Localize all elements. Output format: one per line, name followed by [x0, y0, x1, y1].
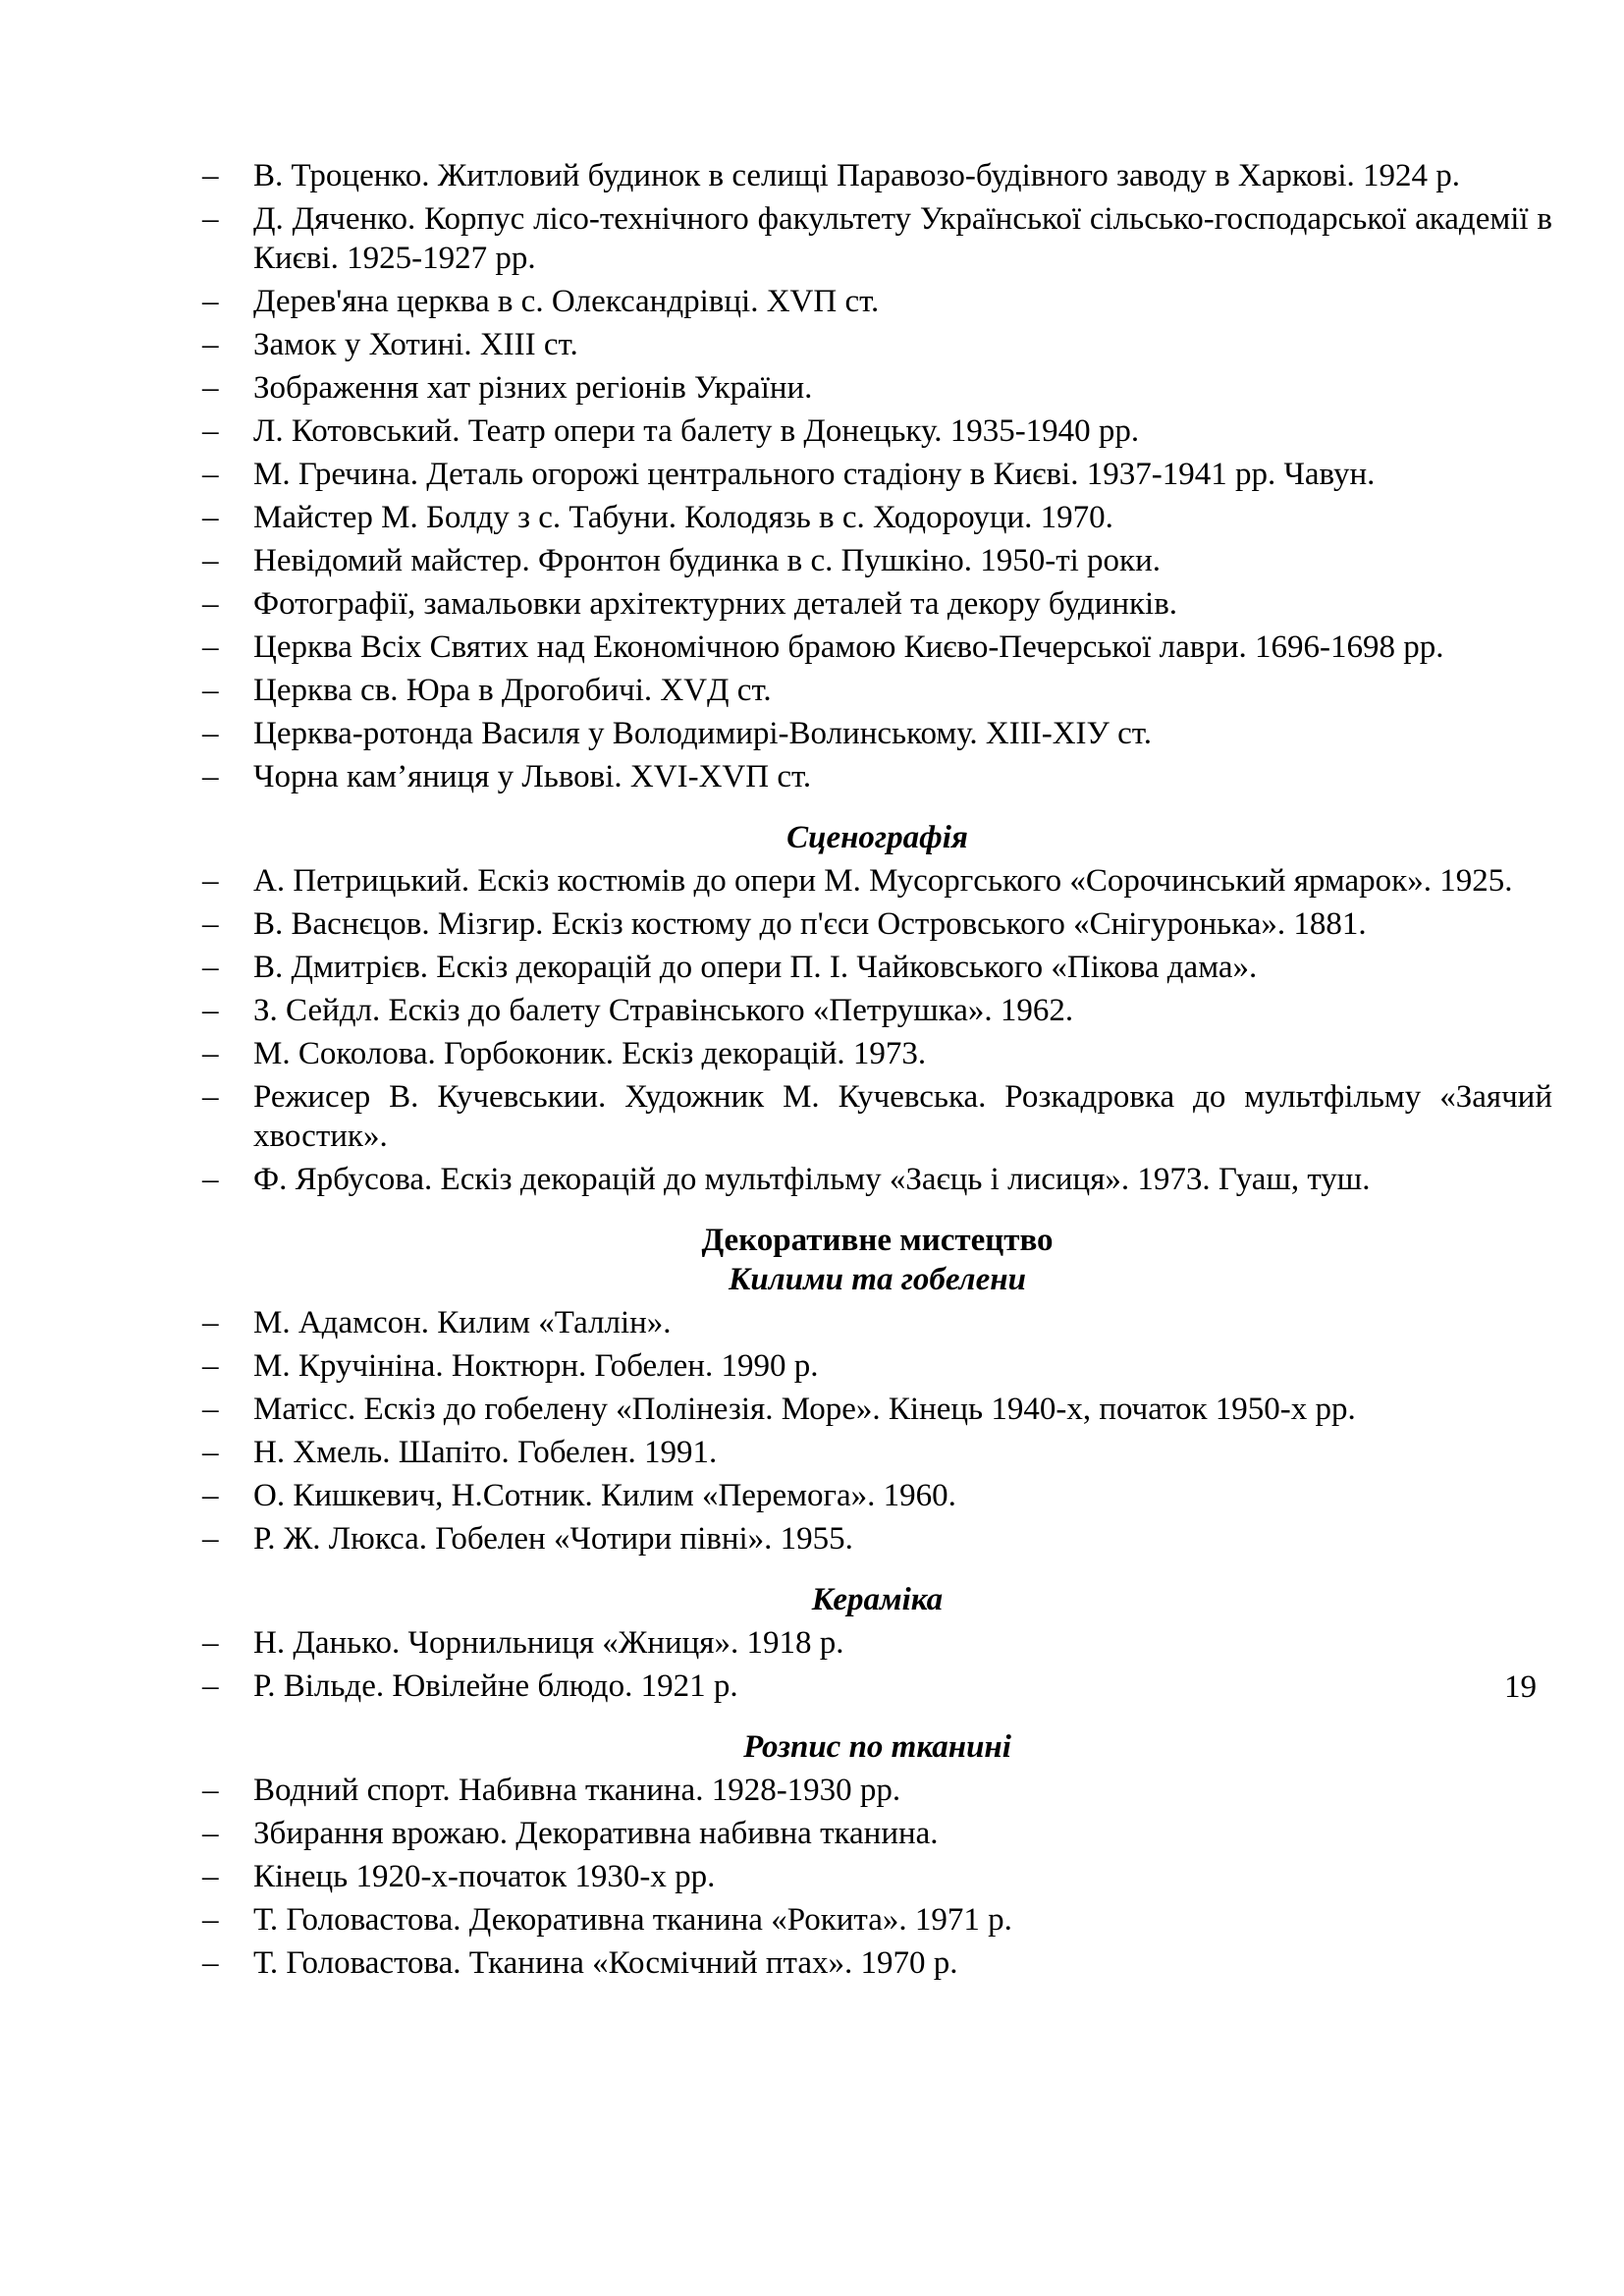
list-item-text: В. Троценко. Житловий будинок в селищі Паравозо-будівного заводу в Харкові. 1924 р. [253, 158, 1460, 193]
list-item-text: Н. Данько. Чорнильниця «Жниця». 1918 р. [253, 1625, 844, 1661]
list-item-text: М. Кручініна. Ноктюрн. Гобелен. 1990 р. [253, 1348, 819, 1384]
list-item-text: Р. Ж. Люкса. Гобелен «Чотири півні». 1955. [253, 1521, 853, 1557]
list-item [202, 1623, 1552, 1663]
bullet-dash: – [202, 1816, 219, 1851]
bullet-dash: – [202, 457, 219, 492]
bullet-dash: – [202, 158, 219, 193]
list-item [202, 991, 1552, 1030]
list-item [202, 1857, 1552, 1896]
list-item-text: Церква Всіх Святих над Економічною брамою Києво-Печерської лаври. 1696-1698 рр. [253, 629, 1444, 665]
scenography-list [202, 861, 1552, 1199]
list-item [202, 628, 1552, 667]
list-item-text: О. Кишкевич, Н.Сотник. Килим «Перемога». 1960. [253, 1478, 956, 1513]
list-item [202, 1519, 1552, 1558]
list-item [202, 541, 1552, 580]
bullet-dash: – [202, 1435, 219, 1470]
bullet-dash: – [202, 1945, 219, 1981]
bullet-dash: – [202, 673, 219, 708]
list-item [202, 584, 1552, 624]
bullet-dash: – [202, 906, 219, 942]
list-item-text: Чорна кам’яниця у Львові. XVI-XVП ст. [253, 759, 812, 794]
list-item [202, 904, 1552, 944]
bullet-dash: – [202, 993, 219, 1028]
list-item [202, 757, 1552, 796]
bullet-dash: – [202, 716, 219, 751]
bullet-dash: – [202, 586, 219, 622]
list-item [202, 714, 1552, 753]
list-item-text: В. Васнєцов. Мізгир. Ескіз костюму до п'єси Островського «Снігуронька». 1881. [253, 906, 1367, 942]
list-item [202, 1943, 1552, 1983]
list-item [202, 1433, 1552, 1472]
list-item [202, 861, 1552, 901]
bullet-dash: – [202, 1162, 219, 1197]
fabric-list [202, 1771, 1552, 1983]
list-item [202, 948, 1552, 987]
list-item-text: Невідомий майстер. Фронтон будинка в с. Пушкіно. 1950-ті роки. [253, 543, 1161, 578]
list-item-text: Т. Головастова. Тканина «Космічний птах». 1970 р. [253, 1945, 958, 1981]
list-item-text: А. Петрицький. Ескіз костюмів до опери М. Мусоргського «Сорочинський ярмарок». 1925. [253, 863, 1513, 899]
ceramics-list [202, 1623, 1552, 1706]
bullet-dash: – [202, 284, 219, 319]
list-item-text: Кінець 1920-х-початок 1930-х рр. [253, 1859, 716, 1894]
bullet-dash: – [202, 543, 219, 578]
list-item [202, 1303, 1552, 1342]
list-item [202, 411, 1552, 451]
bullet-dash: – [202, 1079, 219, 1115]
bullet-dash: – [202, 327, 219, 362]
list-item [202, 1667, 1552, 1706]
list-item-text: Майстер М. Болду з с. Табуни. Колодязь в с. Ходороуци. 1970. [253, 500, 1113, 535]
list-item-text: Водний спорт. Набивна тканина. 1928-1930 рр. [253, 1773, 901, 1808]
bullet-dash: – [202, 413, 219, 449]
list-item [202, 156, 1552, 195]
list-item-text: З. Сейдл. Ескіз до балету Стравінського «Петрушка». 1962. [253, 993, 1074, 1028]
page-number: 19 [1504, 1669, 1537, 1705]
bullet-dash: – [202, 1478, 219, 1513]
bullet-dash: – [202, 1392, 219, 1427]
list-item-text: Збирання врожаю. Декоративна набивна тканина. [253, 1816, 939, 1851]
decorative-heading: Декоративне мистецтво [701, 1223, 1054, 1258]
list-item-text: Д. Дяченко. Корпус лісо-технічного факультету Української сільсько-господарської академії в Києві. 1925-1927 рр. [253, 201, 1552, 276]
list-item [202, 671, 1552, 710]
list-item [202, 199, 1552, 278]
bullet-dash: – [202, 759, 219, 794]
list-item-text: Зображення хат різних регіонів України. [253, 370, 813, 406]
bullet-dash: – [202, 1348, 219, 1384]
bullet-dash: – [202, 1625, 219, 1661]
list-item-text: Фотографії, замальовки архітектурних деталей та декору будинків. [253, 586, 1178, 622]
list-item [202, 1476, 1552, 1515]
scenography-heading: Сценографія [786, 820, 968, 855]
bullet-dash: – [202, 629, 219, 665]
list-item-text: Ф. Ярбусова. Ескіз декорацій до мультфільму «Заєць і лисиця». 1973. Гуаш, туш. [253, 1162, 1371, 1197]
list-item-text: В. Дмитрієв. Ескіз декорацій до опери П. І. Чайковського «Пікова дама». [253, 950, 1258, 985]
bullet-dash: – [202, 950, 219, 985]
architecture-list [202, 156, 1552, 796]
list-item [202, 1771, 1552, 1810]
list-item-text: Р. Вільде. Ювілейне блюдо. 1921 р. [253, 1668, 738, 1704]
bullet-dash: – [202, 500, 219, 535]
list-item-text: Церква св. Юра в Дрогобичі. XVД ст. [253, 673, 772, 708]
list-item-text: М. Соколова. Горбоконик. Ескіз декорацій. 1973. [253, 1036, 927, 1071]
list-item [202, 498, 1552, 537]
list-item [202, 455, 1552, 494]
bullet-dash: – [202, 863, 219, 899]
ceramics-heading: Кераміка [811, 1582, 944, 1617]
list-item-text: М. Гречина. Деталь огорожі центрального стадіону в Києві. 1937-1941 рр. Чавун. [253, 457, 1376, 492]
bullet-dash: – [202, 1859, 219, 1894]
list-item-text: Режисер В. Кучевськии. Художник М. Кучевська. Розкадровка до мультфільму «Заячий хвостик». [253, 1079, 1552, 1154]
bullet-dash: – [202, 1305, 219, 1340]
list-item [202, 1077, 1552, 1156]
bullet-dash: – [202, 1036, 219, 1071]
list-item-text: М. Адамсон. Килим «Таллін». [253, 1305, 672, 1340]
bullet-dash: – [202, 1773, 219, 1808]
list-item [202, 1814, 1552, 1853]
bullet-dash: – [202, 1902, 219, 1938]
bullet-dash: – [202, 1668, 219, 1704]
list-item [202, 1900, 1552, 1940]
list-item [202, 282, 1552, 321]
bullet-dash: – [202, 370, 219, 406]
list-item [202, 1160, 1552, 1199]
list-item [202, 368, 1552, 408]
list-item-text: Матісс. Ескіз до гобелену «Полінезія. Море». Кінець 1940-х, початок 1950-х рр. [253, 1392, 1356, 1427]
carpets-list [202, 1303, 1552, 1558]
list-item-text: Л. Котовський. Театр опери та балету в Донецьку. 1935-1940 рр. [253, 413, 1140, 449]
list-item [202, 325, 1552, 364]
list-item-text: Дерев'яна церква в с. Олександрівці. XVП ст. [253, 284, 880, 319]
bullet-dash: – [202, 1521, 219, 1557]
list-item-text: Замок у Хотині. XIII ст. [253, 327, 578, 362]
bullet-dash: – [202, 201, 219, 237]
list-item-text: Церква-ротонда Василя у Володимирі-Волинському. XIII-XIУ ст. [253, 716, 1152, 751]
carpets-heading: Килими та гобелени [729, 1262, 1026, 1297]
page-content [202, 156, 1552, 1987]
list-item [202, 1346, 1552, 1386]
fabric-heading: Розпис по тканині [743, 1729, 1011, 1765]
list-item [202, 1390, 1552, 1429]
list-item [202, 1034, 1552, 1073]
list-item-text: Т. Головастова. Декоративна тканина «Рокита». 1971 р. [253, 1902, 1012, 1938]
list-item-text: Н. Хмель. Шапіто. Гобелен. 1991. [253, 1435, 718, 1470]
